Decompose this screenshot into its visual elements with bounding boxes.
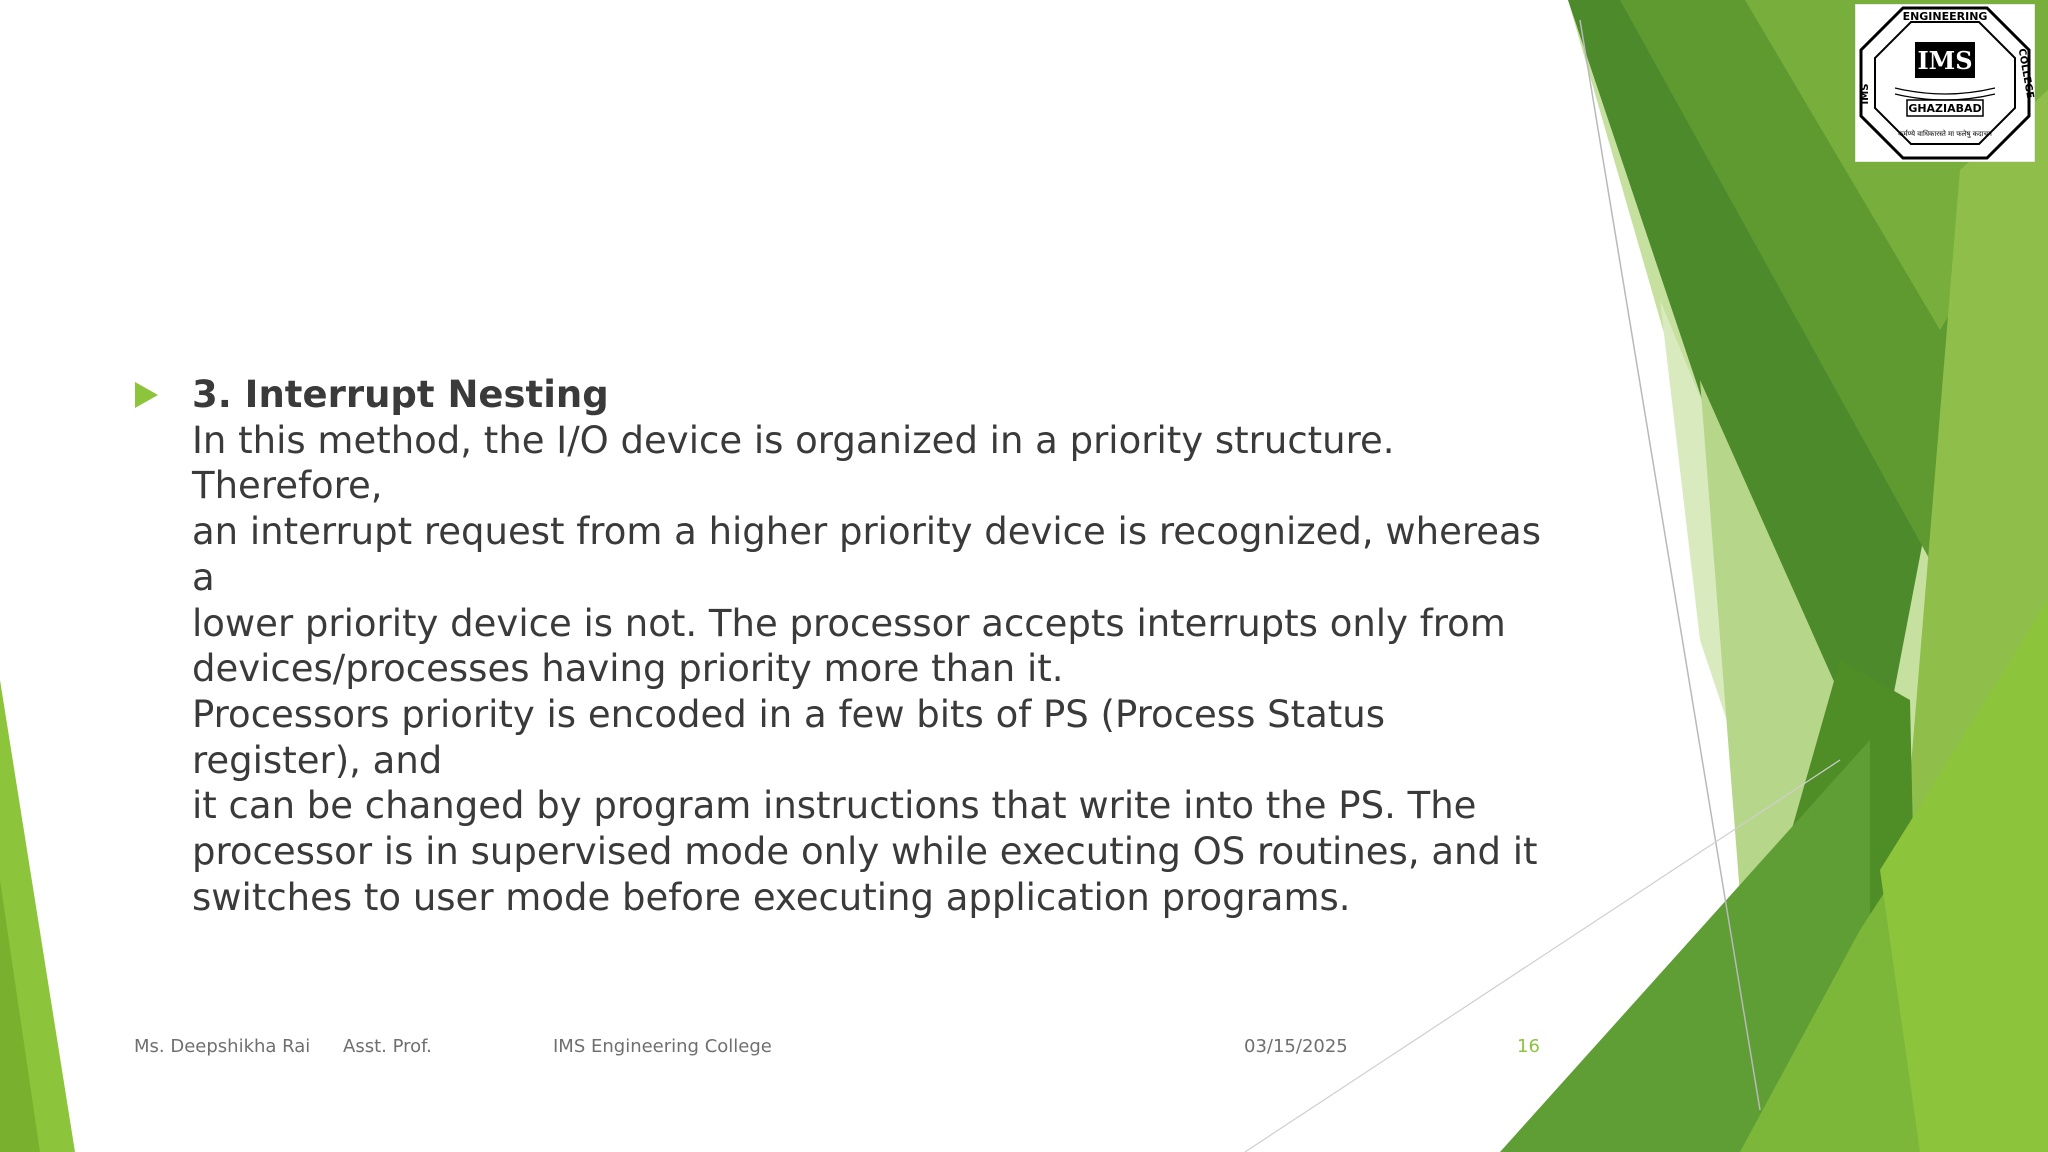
body-line: it can be changed by program instructions that write into the PS. The <box>192 784 1477 828</box>
body-line: Processors priority is encoded in a few bits of PS (Process Status register), and <box>192 692 1386 782</box>
bullet-text <box>192 372 1555 920</box>
college-logo <box>1855 4 2035 162</box>
body-line: lower priority device is not. The processor accepts interrupts only from <box>192 601 1506 645</box>
page-number: 16 <box>1517 1036 1540 1057</box>
logo-center-text: IMS <box>1917 46 1973 75</box>
logo-motto: कर्मण्ये वाधिकारस्ते मा फलेषु कदाचन <box>1898 130 1992 138</box>
logo-top-text: ENGINEERING <box>1902 10 1988 23</box>
body-line: devices/processes having priority more than it. <box>192 647 1064 691</box>
body-line: In this method, the I/O device is organized in a priority structure. Therefore, <box>192 418 1395 508</box>
logo-left-text: IMS <box>1860 83 1871 105</box>
slide-heading: 3. Interrupt Nesting <box>192 373 609 416</box>
footer-author: Ms. Deepshikha Rai <box>134 1036 311 1057</box>
bullet-triangle-icon <box>135 382 158 408</box>
logo-bottom-text: GHAZIABAD <box>1908 102 1982 115</box>
footer-date: 03/15/2025 <box>1244 1036 1348 1057</box>
logo-right-text: COLLEGE <box>2015 47 2035 100</box>
body-line: processor is in supervised mode only while executing OS routines, and it <box>192 830 1538 874</box>
body-line: an interrupt request from a higher priority device is recognized, whereas a <box>192 510 1542 599</box>
footer-designation: Asst. Prof. <box>343 1036 432 1057</box>
body-line: switches to user mode before executing application programs. <box>192 875 1351 919</box>
footer-college: IMS Engineering College <box>553 1036 772 1057</box>
slide-content <box>135 372 1555 920</box>
